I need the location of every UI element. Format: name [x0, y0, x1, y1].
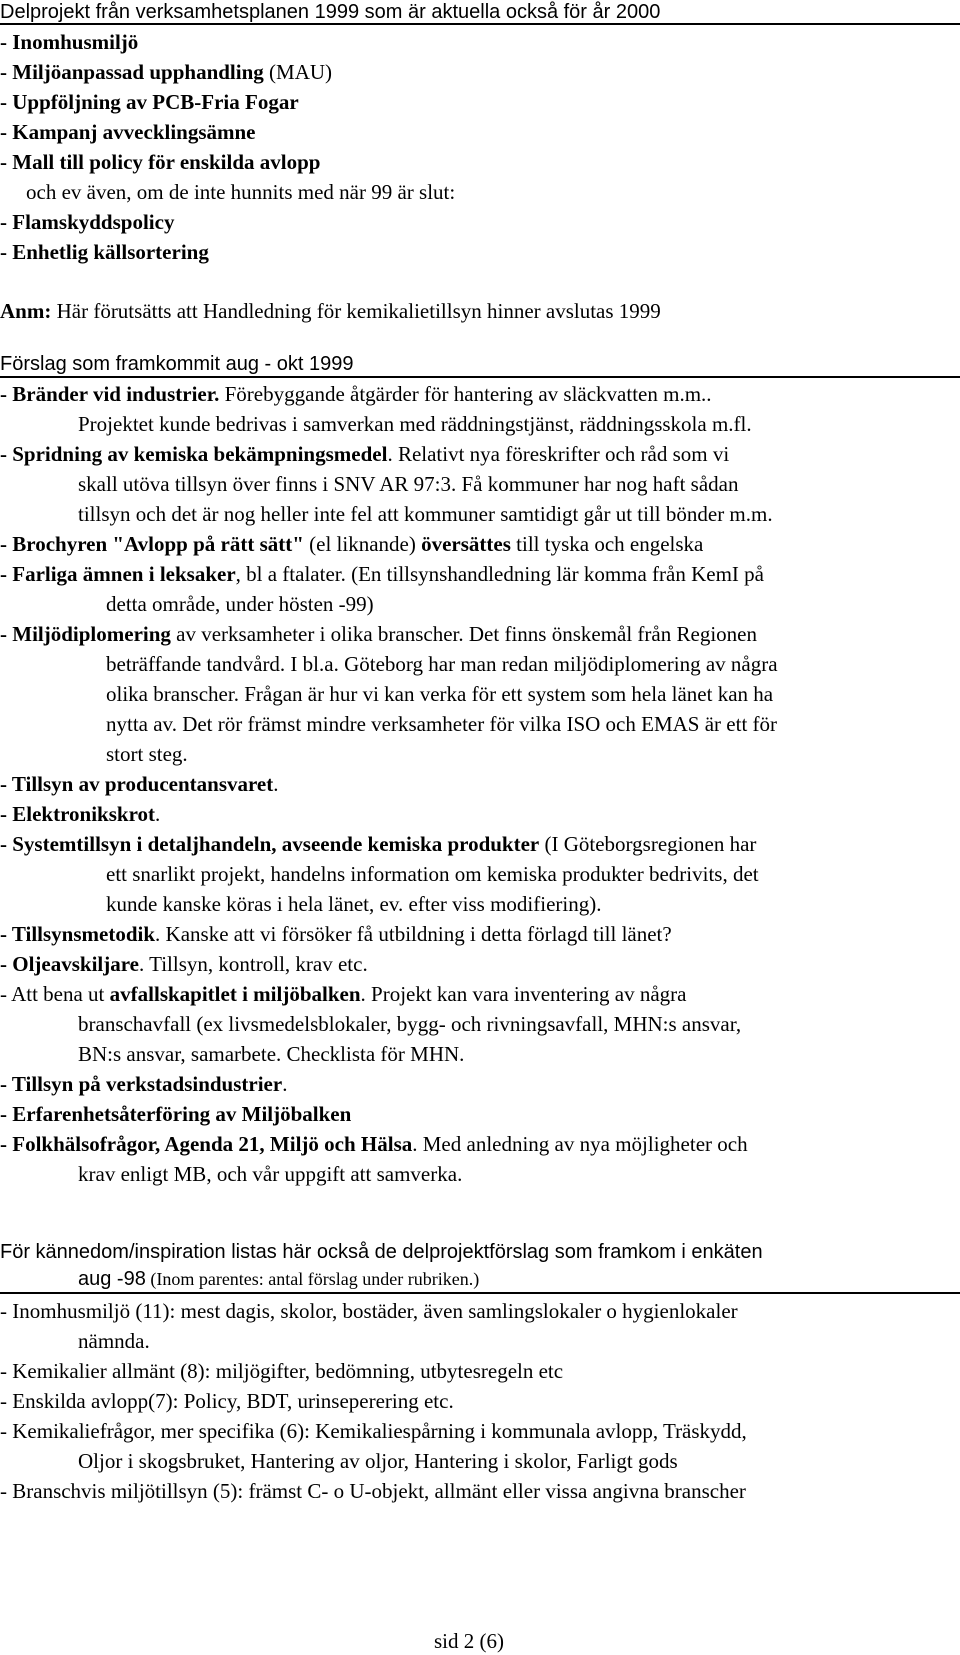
survey-continuation: Oljor i skogsbruket, Hantering av oljor, Hantering i skolor, Farligt gods [78, 1449, 678, 1473]
proposal-item: - Systemtillsyn i detaljhandeln, avseende kemiska produkter (I Göteborgsregionen har [0, 832, 757, 856]
list-note: och ev även, om de inte hunnits med när 99 är slut: [26, 180, 456, 204]
proposal-continuation: olika branscher. Frågan är hur vi kan verka för ett system som hela länet kan ha [106, 682, 774, 706]
list-item: - Uppföljning av PCB-Fria Fogar [0, 90, 299, 114]
list-item: - Inomhusmiljö [0, 30, 139, 54]
proposal-continuation: detta område, under hösten -99) [106, 592, 374, 616]
list-item: - Flamskyddspolicy [0, 210, 175, 234]
section-heading-delprojekt: Delprojekt från verksamhetsplanen 1999 som är aktuella också för år 2000 [0, 1, 661, 23]
proposal-continuation: nytta av. Det rör främst mindre verksamheter för vilka ISO och EMAS är ett för [106, 712, 778, 736]
proposal-continuation: krav enligt MB, och vår uppgift att samverka. [78, 1162, 463, 1186]
proposal-item: - Tillsyn av producentansvaret. [0, 772, 279, 796]
proposal-item: - Spridning av kemiska bekämpningsmedel. Relativt nya föreskrifter och råd som vi [0, 442, 730, 466]
proposal-item: - Erfarenhetsåterföring av Miljöbalken [0, 1102, 352, 1126]
survey-item: - Kemikalier allmänt (8): miljögifter, bedömning, utbytesregeln etc [0, 1359, 564, 1383]
survey-item: - Branschvis miljötillsyn (5): främst C- o U-objekt, allmänt eller vissa angivna branscher [0, 1479, 746, 1503]
proposal-continuation: Projektet kunde bedrivas i samverkan med räddningstjänst, räddningsskola m.fl. [78, 412, 752, 436]
survey-item: - Inomhusmiljö (11): mest dagis, skolor, bostäder, även samlingslokaler o hygienlokaler [0, 1299, 738, 1323]
heading-rule [0, 23, 960, 25]
proposal-item: - Brochyren "Avlopp på rätt sätt" (el liknande) översättes till tyska och engelska [0, 532, 704, 556]
section-heading-kannedom: För kännedom/inspiration listas här också de delprojektförslag som framkom i enkäten [0, 1241, 763, 1263]
proposal-item: - Miljödiplomering av verksamheter i olika branscher. Det finns önskemål från Regionen [0, 622, 757, 646]
proposal-continuation: stort steg. [106, 742, 188, 766]
survey-item: - Enskilda avlopp(7): Policy, BDT, urinseperering etc. [0, 1389, 454, 1413]
section-heading-forslag: Förslag som framkommit aug - okt 1999 [0, 353, 354, 375]
proposal-continuation: skall utöva tillsyn över finns i SNV AR 97:3. Få kommuner har nog haft sådan [78, 472, 739, 496]
heading-rule [0, 1292, 960, 1294]
proposal-item: - Att bena ut avfallskapitlet i miljöbalken. Projekt kan vara inventering av några [0, 982, 687, 1006]
proposal-item: - Tillsyn på verkstadsindustrier. [0, 1072, 288, 1096]
list-item: - Enhetlig källsortering [0, 240, 209, 264]
heading-rule [0, 376, 960, 378]
proposal-item: - Folkhälsofrågor, Agenda 21, Miljö och Hälsa. Med anledning av nya möjligheter och [0, 1132, 748, 1156]
proposal-item: - Bränder vid industrier. Förebyggande åtgärder för hantering av släckvatten m.m.. [0, 382, 712, 406]
list-item: - Miljöanpassad upphandling (MAU) [0, 60, 333, 84]
survey-continuation: nämnda. [78, 1329, 150, 1353]
annotation-note: Anm: Här förutsätts att Handledning för kemikalietillsyn hinner avslutas 1999 [0, 299, 661, 323]
proposal-item: - Oljeavskiljare. Tillsyn, kontroll, krav etc. [0, 952, 368, 976]
proposal-continuation: kunde kanske köras i hela länet, ev. efter viss modifiering). [106, 892, 602, 916]
proposal-continuation: ett snarlikt projekt, handelns information om kemiska produkter bedrivits, det [106, 862, 759, 886]
proposal-item: - Elektronikskrot. [0, 802, 161, 826]
proposal-continuation: beträffande tandvård. I bl.a. Göteborg har man redan miljödiplomering av några [106, 652, 778, 676]
proposal-continuation: BN:s ansvar, samarbete. Checklista för MHN. [78, 1042, 465, 1066]
list-item: - Mall till policy för enskilda avlopp [0, 150, 321, 174]
proposal-item: - Farliga ämnen i leksaker, bl a ftalater. (En tillsynshandledning lär komma från KemI på [0, 562, 764, 586]
list-item: - Kampanj avvecklingsämne [0, 120, 256, 144]
proposal-continuation: branschavfall (ex livsmedelsblokaler, bygg- och rivningsavfall, MHN:s ansvar, [78, 1012, 742, 1036]
proposal-item: - Tillsynsmetodik. Kanske att vi försöker få utbildning i detta förlagd till länet? [0, 922, 672, 946]
section-subheading: aug -98 (Inom parentes: antal förslag under rubriken.) [78, 1268, 480, 1290]
page-number: sid 2 (6) [434, 1629, 504, 1653]
proposal-continuation: tillsyn och det är nog heller inte fel att kommuner samtidigt går ut till bönder m.m. [78, 502, 773, 526]
survey-item: - Kemikaliefrågor, mer specifika (6): Kemikaliespårning i kommunala avlopp, Träskydd, [0, 1419, 747, 1443]
